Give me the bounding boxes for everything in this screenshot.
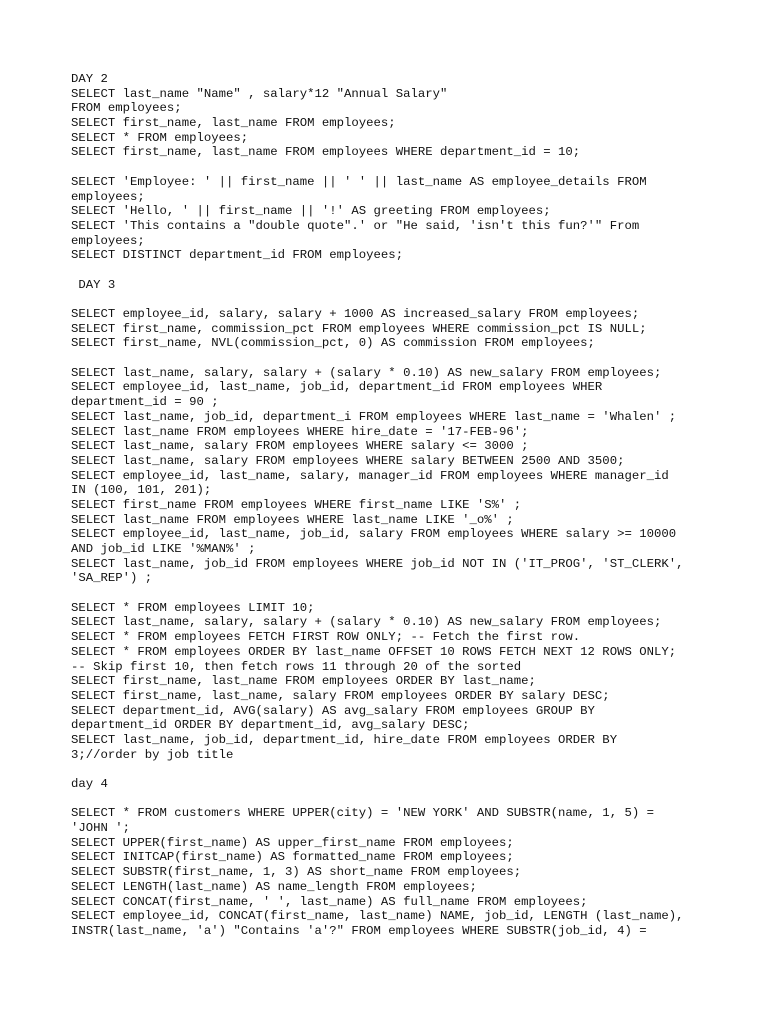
text-line: SELECT 'Employee: ' || first_name || ' ' || last_name AS employee_details FROM [71, 174, 647, 189]
text-line: SELECT employee_id, last_name, job_id, department_id FROM employees WHER [71, 380, 603, 395]
text-line: -- Skip first 10, then fetch rows 11 through 20 of the sorted [71, 659, 522, 674]
text-line: SELECT * FROM employees; [71, 130, 249, 145]
text-line [71, 292, 761, 307]
text-line: SELECT first_name, NVL(commission_pct, 0) AS commission FROM employees; [71, 336, 595, 351]
text-line [71, 263, 761, 278]
text-line [71, 792, 761, 807]
text-line: SELECT last_name, salary FROM employees WHERE salary BETWEEN 2500 AND 3500; [71, 453, 625, 468]
text-line: SELECT last_name FROM employees WHERE hire_date = '17-FEB-96'; [71, 424, 529, 439]
text-line: SELECT * FROM employees ORDER BY last_name OFFSET 10 ROWS FETCH NEXT 12 ROWS ONLY; [71, 644, 677, 659]
text-line: SELECT UPPER(first_name) AS upper_first_name FROM employees; [71, 835, 514, 850]
text-line: SELECT INITCAP(first_name) AS formatted_name FROM employees; [71, 850, 514, 865]
text-line: SELECT first_name, last_name FROM employees WHERE department_id = 10; [71, 145, 581, 160]
text-line: DAY 2 [71, 72, 108, 86]
text-line: employees; [71, 233, 145, 248]
text-line: IN (100, 101, 201); [71, 483, 212, 498]
text-line: SELECT last_name, job_id, department_id, hire_date FROM employees ORDER BY [71, 732, 618, 747]
text-line: SELECT employee_id, salary, salary + 1000 AS increased_salary FROM employees; [71, 307, 640, 321]
text-line: SELECT first_name, last_name, salary FROM employees ORDER BY salary DESC; [71, 688, 610, 703]
text-line: SELECT first_name, last_name FROM employees ORDER BY last_name; [71, 674, 536, 689]
text-line [71, 351, 761, 366]
text-line: SELECT 'This contains a "double quote".' or "He said, 'isn't this fun?'" From [71, 218, 640, 233]
text-line: 'SA_REP') ; [71, 571, 153, 586]
text-line: SELECT last_name, salary FROM employees WHERE salary <= 3000 ; [71, 439, 529, 454]
text-line: FROM employees; [71, 101, 182, 116]
text-line: SELECT last_name, salary, salary + (salary * 0.10) AS new_salary FROM employees; [71, 365, 662, 380]
text-line: SELECT last_name "Name" , salary*12 "Annual Salary" [71, 86, 448, 101]
text-line: AND job_id LIKE '%MAN%' ; [71, 542, 256, 556]
text-line: 3;//order by job title [71, 747, 234, 762]
text-line: department_id ORDER BY department_id, avg_salary DESC; [71, 718, 470, 733]
text-line: SELECT department_id, AVG(salary) AS avg_salary FROM employees GROUP BY [71, 703, 595, 718]
text-line: SELECT last_name, job_id FROM employees WHERE job_id NOT IN ('IT_PROG', 'ST_CLERK', [71, 556, 684, 571]
text-line: SELECT first_name, commission_pct FROM employees WHERE commission_pct IS NULL; [71, 321, 647, 336]
text-line: SELECT first_name, last_name FROM employees; [71, 116, 396, 131]
sql-notes-text [71, 72, 761, 939]
text-line: SELECT employee_id, last_name, job_id, salary FROM employees WHERE salary >= 10000 [71, 527, 677, 542]
text-line: SELECT employee_id, last_name, salary, manager_id FROM employees WHERE manager_id [71, 468, 669, 483]
text-line: day 4 [71, 777, 108, 791]
text-line: SELECT CONCAT(first_name, ' ', last_name) AS full_name FROM employees; [71, 894, 588, 909]
text-line: department_id = 90 ; [71, 395, 219, 410]
text-line: SELECT * FROM employees LIMIT 10; [71, 600, 315, 615]
text-line: SELECT last_name, salary, salary + (salary * 0.10) AS new_salary FROM employees; [71, 615, 662, 630]
text-line: SELECT LENGTH(last_name) AS name_length FROM employees; [71, 879, 477, 894]
text-line [71, 160, 761, 175]
text-line: SELECT last_name FROM employees WHERE last_name LIKE '_o%' ; [71, 512, 514, 527]
text-line: INSTR(last_name, 'a') "Contains 'a'?" FROM employees WHERE SUBSTR(job_id, 4) = [71, 923, 647, 938]
text-line: SELECT last_name, job_id, department_i FROM employees WHERE last_name = 'Whalen' ; [71, 409, 677, 424]
text-line: SELECT * FROM customers WHERE UPPER(city) = 'NEW YORK' AND SUBSTR(name, 1, 5) = [71, 806, 654, 821]
text-line: SELECT 'Hello, ' || first_name || '!' AS greeting FROM employees; [71, 204, 551, 219]
text-line: SELECT first_name FROM employees WHERE first_name LIKE 'S%' ; [71, 497, 522, 512]
text-line: SELECT DISTINCT department_id FROM employees; [71, 248, 404, 263]
text-line: SELECT SUBSTR(first_name, 1, 3) AS short_name FROM employees; [71, 865, 522, 880]
text-line [71, 586, 761, 601]
text-line: SELECT * FROM employees FETCH FIRST ROW ONLY; -- Fetch the first row. [71, 630, 581, 645]
text-line: DAY 3 [71, 277, 116, 292]
text-line: SELECT employee_id, CONCAT(first_name, last_name) NAME, job_id, LENGTH (last_name), [71, 909, 684, 924]
text-line: 'JOHN '; [71, 821, 131, 836]
text-line [71, 762, 761, 777]
text-line: employees; [71, 189, 145, 204]
